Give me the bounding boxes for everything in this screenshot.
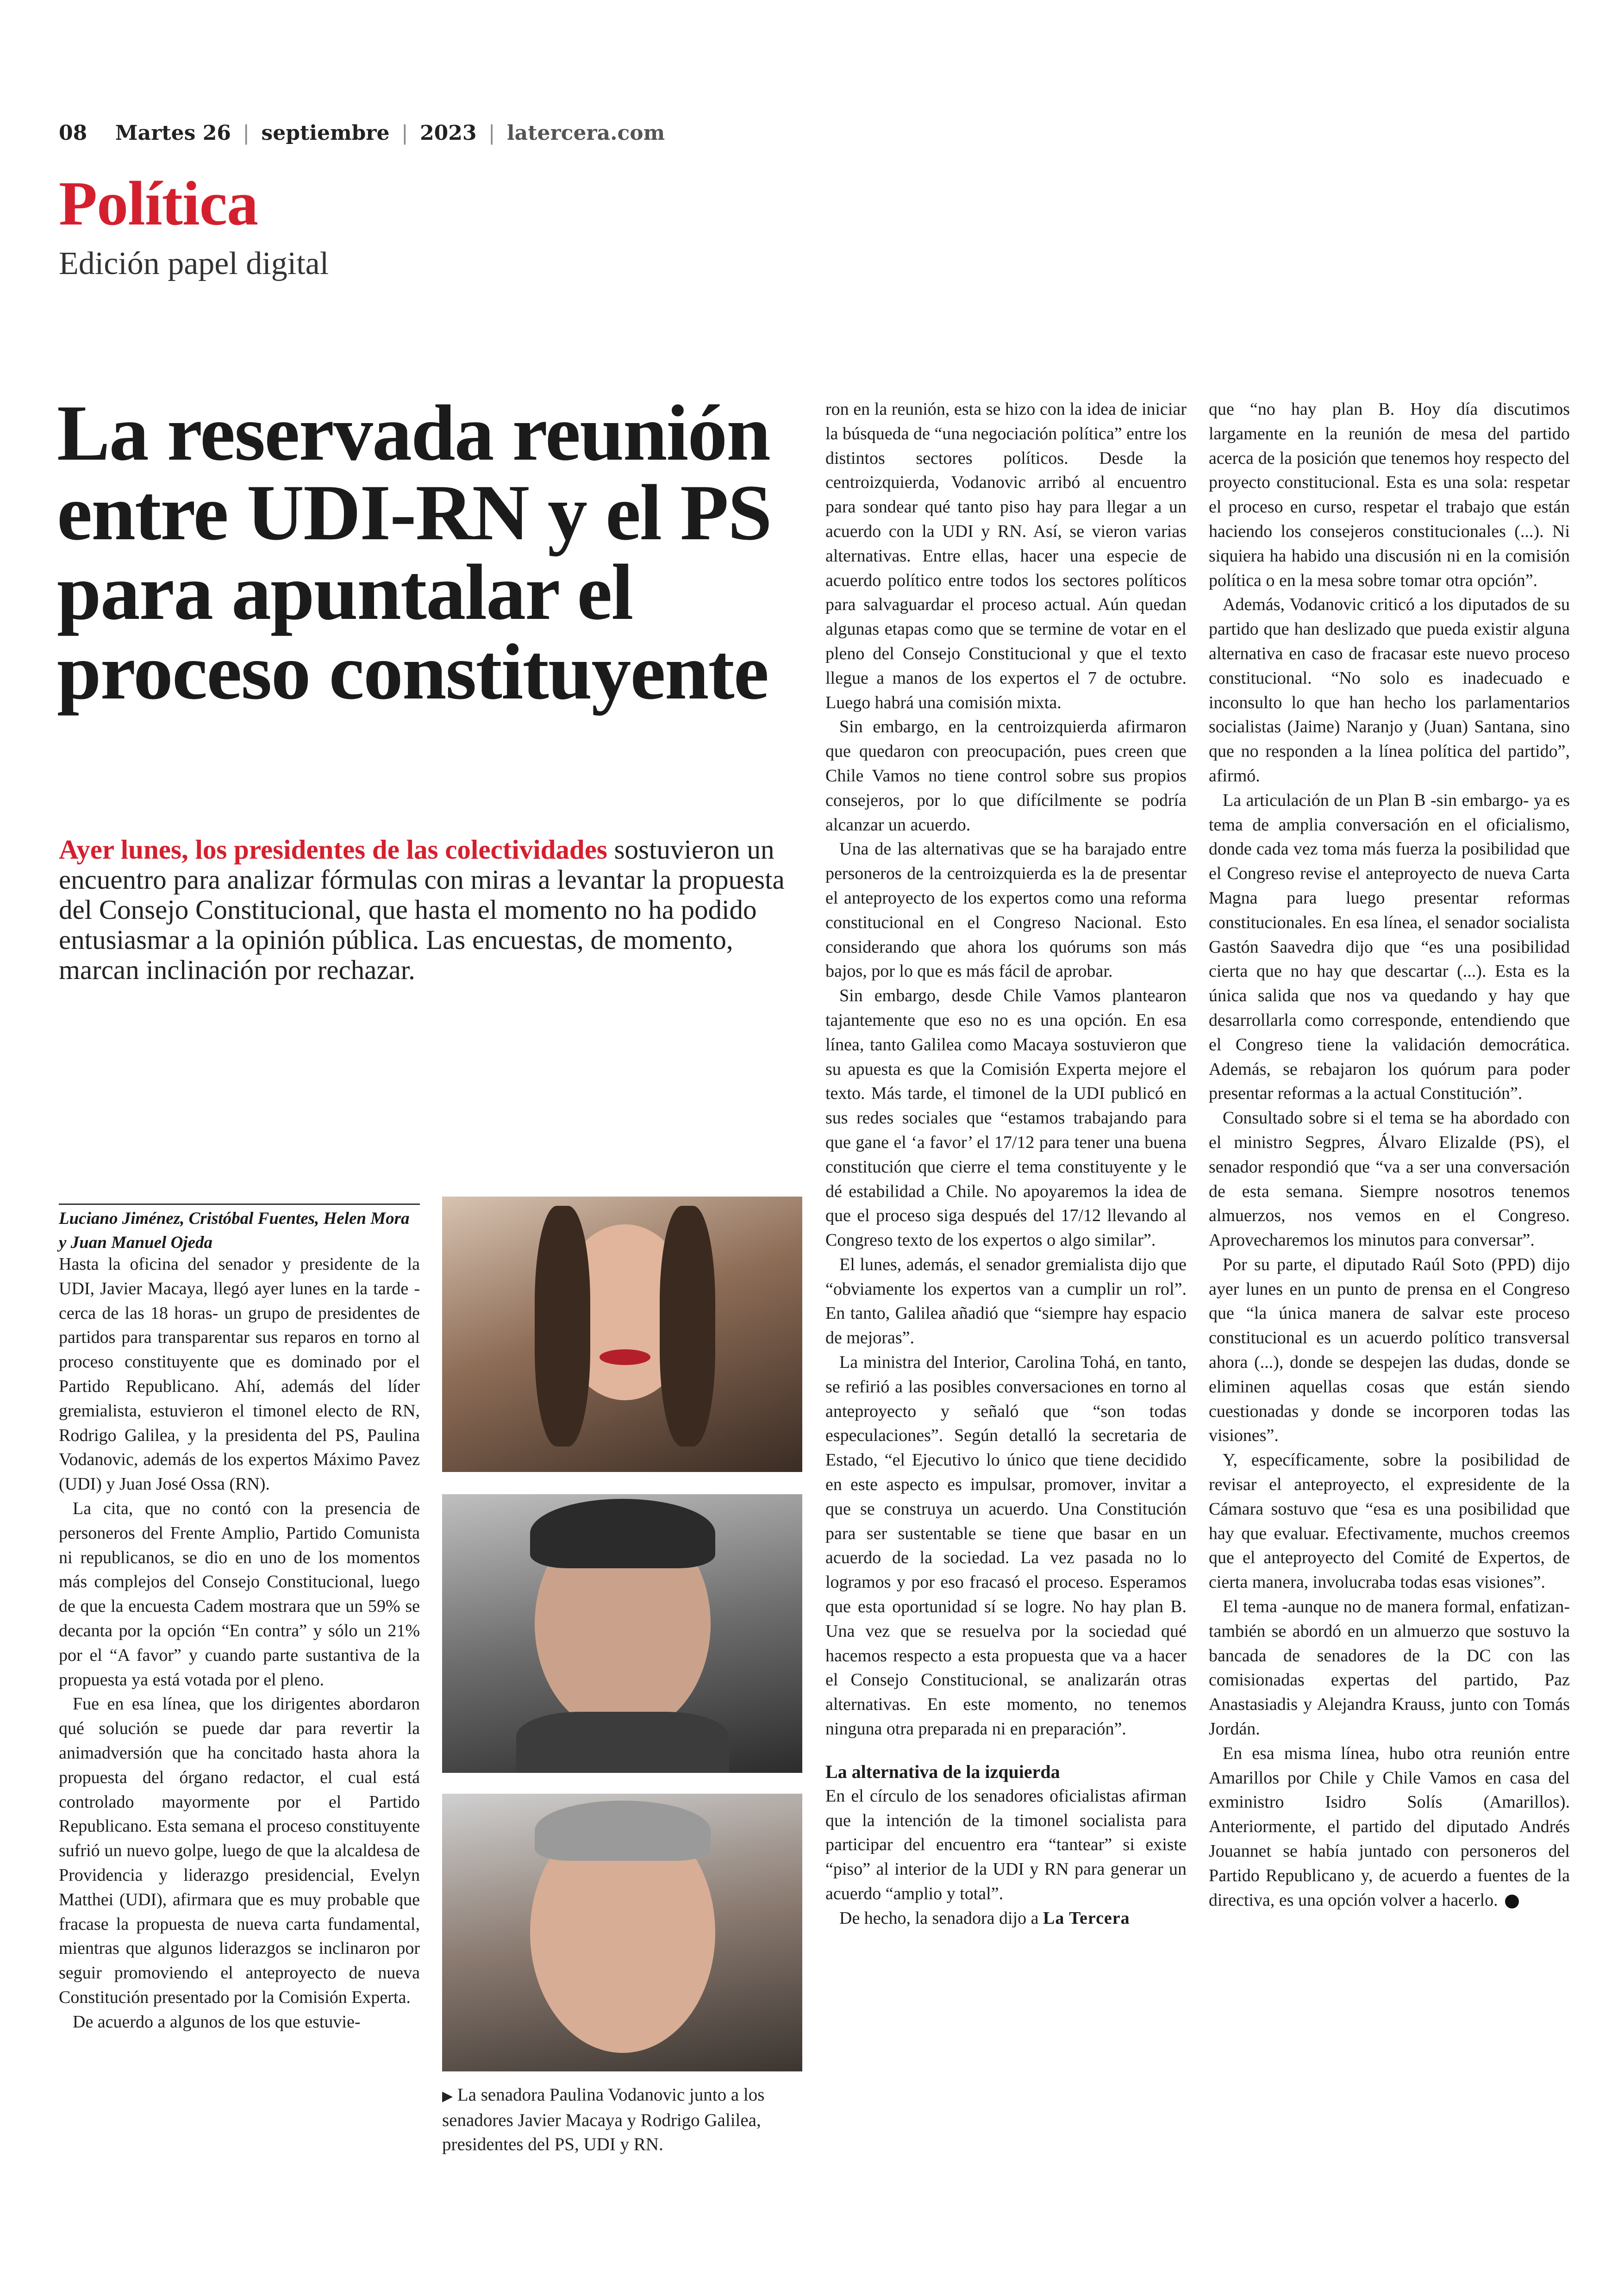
paragraph: Y, específicamente, sobre la posibilidad de revisar el anteproyecto, el expresidente de la Cámara sostuvo que “esa es una posibilidad que hay que evaluar. Efectivamente, muchos creemos que el anteproyecto del Comité de Expertos, de cierta manera, involucraba todas esas visiones”. (1209, 1450, 1570, 1592)
lead-highlight: Ayer lunes, los presidentes de las colectividades (59, 834, 607, 865)
page-header: 08 Martes 26 | septiembre | 2023 | latercera.com (59, 121, 665, 145)
header-site: latercera.com (506, 121, 665, 145)
end-mark-icon (1505, 1895, 1519, 1908)
paragraph-text: De hecho, la senadora dijo a (839, 1908, 1039, 1928)
paragraph: Una de las alternativas que se ha barajado entre personeros de la centroizquierda es la de presentar el anteproyecto de los expertos como una reforma constitucional en el Congreso Nacional. Esto considerando que ahora los quórums son más bajos, por lo que es más fácil de aprobar. (825, 839, 1187, 981)
paragraph: La ministra del Interior, Carolina Tohá, en tanto, se refirió a las posibles conversaciones en torno al anteproyecto y señaló que “son todas especulaciones”. Según detalló la secretaria de Estado, “el Ejecutivo lo único que tiene decidido en este aspecto es impulsar, promover, invitar a que se construya un acuerdo. Una Constitución para ser sustentable se tiene que basar en un acuerdo de la sociedad. La vez pasada no lo logramos y por eso fracasó el proceso. Esperamos que esta oportunidad sí se logre. No hay plan B. Una vez que se resuelva por la sociedad qué hacemos respecto a esta propuesta que va a hacer el Consejo Constitucional, se analizarán otras alternativas. En este momento, no tenemos ninguna otra preparada ni en preparación”. (825, 1353, 1187, 1739)
article-column-1 (59, 1252, 420, 2034)
paragraph: Consultado sobre si el tema se ha abordado con el ministro Segpres, Álvaro Elizalde (PS), el senador respondió que “va a ser una conversación de esta semana. Siempre nosotros tenemos almuerzos, nos vemos en el Congreso. Aprovecharemos los minutos para conversar”. (1209, 1108, 1570, 1250)
paragraph: La cita, que no contó con la presencia de personeros del Frente Amplio, Partido Comunista ni republicanos, se dio en uno de los momentos más complejos del Consejo Constitucional, luego de que la encuesta Cadem mostrara que un 59% se decanta por la opción “En contra” y sólo un 21% por el “A favor” y cuando parte sustantiva de la propuesta ya está votada por el pleno. (59, 1498, 420, 1690)
photo-caption (442, 2083, 808, 2157)
paragraph: Fue en esa línea, que los dirigentes abordaron qué solución se puede dar para revertir la animadversión que ha concitado hasta ahora la propuesta del órgano redactor, el cual está controlado mayormente por el Partido Republicano. Esta semana el proceso constituyente sufrió un nuevo golpe, luego de que la alcaldesa de Providencia y liderazgo presidencial, Evelyn Matthei (UDI), afirmara que es muy probable que fracase la propuesta de nueva carta fundamental, mientras que algunos liderazgos se inclinaron por seguir promoviendo el anteproyecto de nueva Constitución presentado por la Comisión Experta. (59, 1694, 420, 2007)
article-headline: La reservada reunión entre UDI-RN y el PS para apuntalar el proceso constituyente (57, 389, 771, 716)
newspaper-name: La Tercera (1043, 1908, 1130, 1928)
article-byline: Luciano Jiménez, Cristóbal Fuentes, Helen Mora y Juan Manuel Ojeda (59, 1204, 420, 1255)
paragraph: El lunes, además, el senador gremialista dijo que “obviamente los expertos van a cumplir un rol”. En tanto, Galilea añadió que “siempre hay espacio de mejoras”. (825, 1254, 1187, 1348)
header-month: septiembre (261, 121, 390, 145)
caption-text: La senadora Paulina Vodanovic junto a los senadores Javier Macaya y Rodrigo Galilea, presidentes del PS, UDI y RN. (442, 2085, 765, 2154)
section-title: Política (59, 169, 258, 238)
paragraph: En el círculo de los senadores oficialistas afirman que la intención de la timonel socialista para participar del encuentro era “tantear” si existe “piso” al interior de la UDI y RN para generar un acuerdo “amplio y total”. (825, 1786, 1187, 1904)
header-day: Martes 26 (115, 121, 231, 145)
paragraph: que “no hay plan B. Hoy día discutimos largamente en la reunión de mesa del partido acerca de la posición que tenemos hoy respecto del proyecto constitucional. Esta es una sola: respetar el proceso en curso, respetar el trabajo que están haciendo los consejeros constitucionales (...). Ni siquiera ha habido una discusión ni en la comisión política o en la mesa sobre tomar otra opción”. (1209, 399, 1570, 590)
page-number: 08 (59, 121, 87, 145)
header-year: 2023 (419, 121, 477, 145)
photo-rodrigo-galilea (442, 1794, 802, 2071)
paragraph: Sin embargo, en la centroizquierda afirmaron que quedaron con preocupación, pues creen que Chile Vamos no tiene control sobre sus propios consejeros, por lo que difícilmente se podría alcanzar un acuerdo. (825, 717, 1187, 835)
photo-javier-macaya (442, 1494, 802, 1773)
paragraph: Hasta la oficina del senador y presidente de la UDI, Javier Macaya, llegó ayer lunes en la tarde -cerca de las 18 horas- un grupo de presidentes de partidos para transparentar sus reparos en torno al proceso constituyente que es dominado por el Partido Republicano. Ahí, además del líder gremialista, estuvieron el timonel electo de RN, Rodrigo Galilea, y la presidenta del PS, Paulina Vodanovic, además de los expertos Máximo Pavez (UDI) y Juan José Ossa (RN). (59, 1254, 420, 1494)
section-subtitle: Edición papel digital (59, 246, 329, 281)
caption-arrow-icon: ▶ (442, 2089, 453, 2104)
paragraph-text: En esa misma línea, hubo otra reunión entre Amarillos por Chile y Chile Vamos en casa del exministro Isidro Solís (Amarillos). Anteriormente, el partido del diputado Andrés Jouannet se había juntado con personeros del Partido Republicano y, de acuerdo a fuentes de la directiva, es una opción volver a hacerlo. (1209, 1743, 1570, 1910)
lead-text: sostuvieron un encuentro para analizar fórmulas con miras a levantar la propuesta del Consejo Constitucional, que hasta el momento no ha podido entusiasmar a la opinión pública. Las encuestas, de momento, marcan inclinación por rechazar. (59, 834, 785, 985)
paragraph: La articulación de un Plan B -sin embargo- ya es tema de amplia conversación en el oficialismo, donde cada vez toma más fuerza la posibilidad que el Congreso revise el anteproyecto de nueva Carta Magna para luego presentar reformas constitucionales. En esa línea, el senador socialista Gastón Saavedra dijo que “es una posibilidad cierta que no hay que descartar (...). Esta es la única salida que nos va quedando y hay que desarrollarla como corresponde, entendiendo que el Congreso tiene la validación democrática. Además, se rebajaron los quórum para poder presentar reformas a la actual Constitución”. (1209, 790, 1570, 1104)
article-lead (59, 835, 809, 985)
subheading: La alternativa de la izquierda (825, 1761, 1060, 1782)
paragraph: ron en la reunión, esta se hizo con la idea de iniciar la búsqueda de “una negociación política” entre los distintos sectores políticos. Desde la centroizquierda, Vodanovic arribó al encuentro para sondear qué tanto piso hay para llegar a un acuerdo con la UDI y RN. Así, se vieron varias alternativas. Entre ellas, hacer una especie de acuerdo político entre todos los sectores políticos para salvaguardar el proceso actual. Aún quedan algunas etapas como que se termine de votar en el pleno del Consejo Constitucional y que el texto llegue a manos de los expertos el 7 de octubre. Luego habrá una comisión mixta. (825, 399, 1187, 712)
paragraph: El tema -aunque no de manera formal, enfatizan- también se abordó en un almuerzo que sostuvo la bancada de senadores de la DC con las comisionadas expertas del partido, Paz Anastasiadis y Alejandra Krauss, junto con Tomás Jordán. (1209, 1597, 1570, 1739)
paragraph (1209, 1741, 1570, 1913)
paragraph: De acuerdo a algunos de los que estuvie- (73, 2012, 361, 2032)
article-column-3 (1209, 397, 1570, 1912)
paragraph (825, 1906, 1187, 1931)
paragraph: Por su parte, el diputado Raúl Soto (PPD) dijo ayer lunes en un punto de prensa en el Congreso que “la única manera de salvar este proceso constitucional es un acuerdo político transversal ahora (...), donde se despejen las dudas, donde se eliminen aquellas cosas que están siendo cuestionadas y donde se incorporen todas las visiones”. (1209, 1254, 1570, 1446)
article-column-2 (825, 397, 1187, 1931)
paragraph: Además, Vodanovic criticó a los diputados de su partido que han deslizado que pueda existir alguna alternativa en caso de fracasar este nuevo proceso constitucional. “No solo es inadecuado e inconsulto lo que han hecho los parlamentarios socialistas (Jaime) Naranjo y (Juan) Santana, sino que no responden a la línea política del partido”, afirmó. (1209, 595, 1570, 786)
photo-paulina-vodanovic (442, 1197, 802, 1472)
paragraph: Sin embargo, desde Chile Vamos plantearon tajantemente que eso no es una opción. En esa línea, tanto Galilea como Macaya sostuvieron que su apuesta es que la Comisión Experta mejore el texto. Más tarde, el timonel de la UDI publicó en sus redes sociales que “estamos trabajando para que gane el ‘a favor’ el 17/12 para tener una buena constitución que cierre el tema constituyente y le dé estabilidad a Chile. No apoyaremos la idea de que el proceso siga después del 17/12 llevando al Congreso texto de los expertos o algo similar”. (825, 986, 1187, 1250)
